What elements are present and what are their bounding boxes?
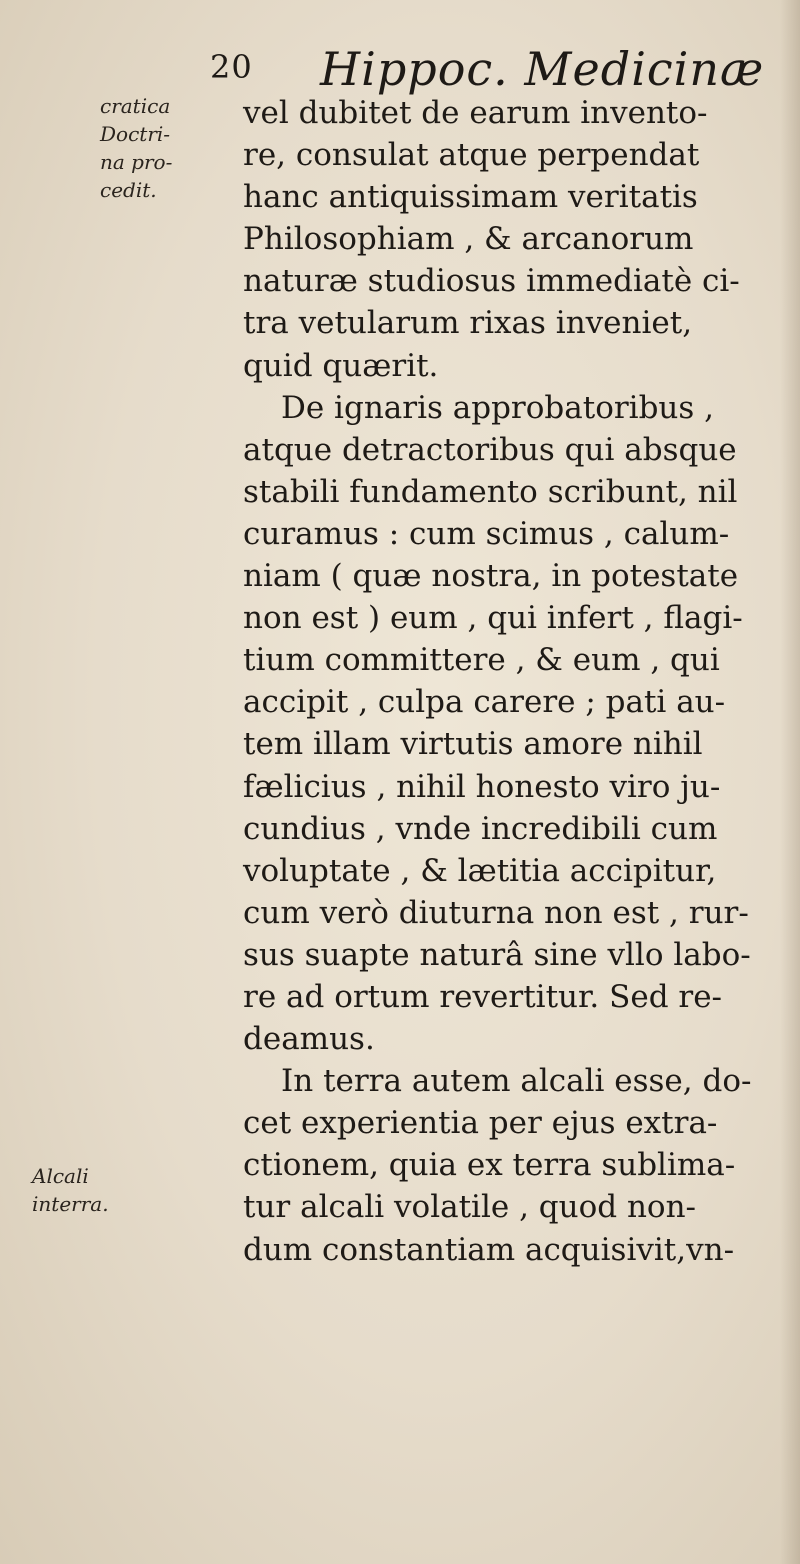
text-line: vel dubitet de earum invento-	[243, 95, 708, 131]
marginal-line: Doctri-	[100, 122, 171, 146]
text-line: Philosophiam , & arcanorum	[243, 221, 694, 258]
text-line: niam ( quæ nostra, in potestate	[243, 558, 739, 595]
text-line: cundius , vnde incredibili cum	[243, 810, 718, 847]
page-number: 20	[210, 48, 253, 86]
text-line: dum constantiam acquisivit,vn-	[243, 1231, 735, 1268]
marginal-line: cratica	[100, 94, 171, 118]
text-line: naturæ studiosus immediatè ci-	[243, 263, 740, 300]
text-line: atque detractoribus qui absque	[243, 431, 737, 468]
text-line: quid quærit.	[243, 347, 439, 384]
running-head: Hippoc. Medicinæ	[320, 42, 765, 96]
text-line: re, consulat atque perpendat	[243, 137, 700, 174]
text-line: tra vetularum rixas inveniet,	[243, 305, 693, 342]
marginal-line: cedit.	[100, 178, 157, 202]
page-edge-shadow	[780, 0, 800, 1564]
marginal-line: na pro-	[100, 150, 173, 174]
text-line: cum verò diuturna non est , rur-	[243, 894, 749, 931]
text-line: accipit , culpa carere ; pati au-	[243, 684, 726, 721]
text-line: curamus : cum scimus , calum-	[243, 515, 730, 552]
text-line: sus suapte naturâ sine vllo labo-	[243, 936, 751, 973]
text-line: In terra autem alcali esse, do-	[281, 1063, 752, 1100]
text-line: non est ) eum , qui infert , flagi-	[243, 600, 743, 637]
text-line: stabili fundamento scribunt, nil	[243, 473, 738, 510]
text-line: De ignaris approbatoribus ,	[281, 389, 715, 426]
text-line: ctionem, quia ex terra sublima-	[243, 1147, 736, 1184]
marginal-line: interra.	[32, 1192, 109, 1216]
text-line: fælicius , nihil honesto viro ju-	[243, 768, 721, 805]
marginal-line: Alcali	[32, 1164, 89, 1188]
text-line: voluptate , & lætitia accipitur,	[243, 852, 717, 889]
body-text	[243, 92, 778, 1271]
text-line: cet experientia per ejus extra-	[243, 1105, 718, 1142]
page-header	[210, 38, 770, 98]
text-line: hanc antiquissimam veritatis	[243, 179, 698, 216]
marginal-note-doctrina	[100, 92, 210, 204]
text-line: re ad ortum revertitur. Sed re-	[243, 978, 723, 1015]
text-line: tur alcali volatile , quod non-	[243, 1189, 697, 1226]
marginal-note-alcali	[32, 1162, 142, 1218]
text-line: tem illam virtutis amore nihil	[243, 726, 703, 763]
text-line: deamus.	[243, 1021, 375, 1058]
text-line: tium committere , & eum , qui	[243, 642, 720, 679]
